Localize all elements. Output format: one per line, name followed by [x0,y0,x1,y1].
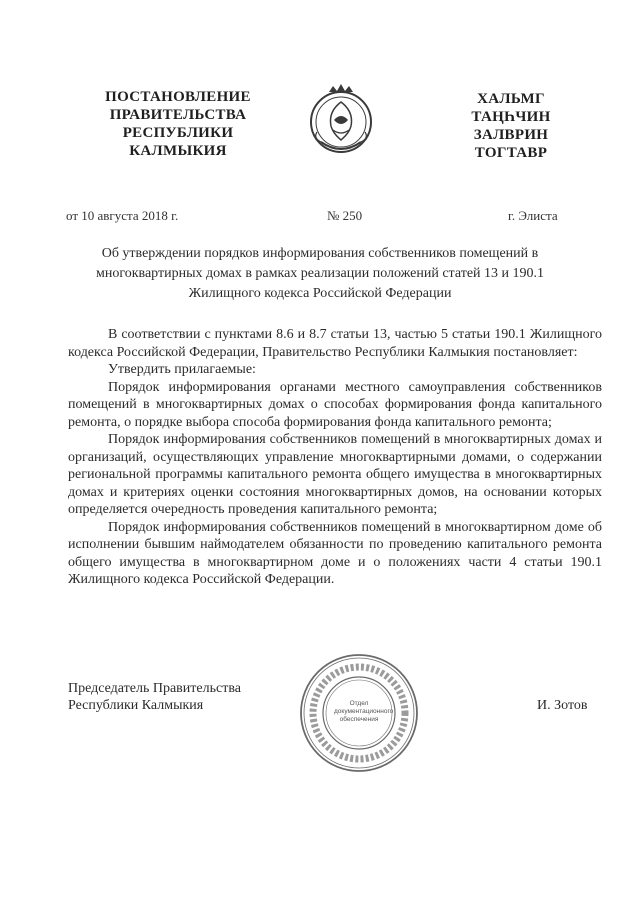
issuer-line: КАЛМЫКИЯ [129,143,227,159]
signatory-position [68,680,241,714]
body-paragraph: В соответствии с пунктами 8.6 и 8.7 статьи 13, частью 5 статьи 190.1 Жилищного кодекса Российской Федерации, Правительство Республики Калмыкия постановляет: [68,327,602,360]
document-body [68,326,602,589]
stamp-line: обеспечения [339,716,379,723]
body-paragraph: Порядок информирования органами местного самоуправления собственников помещений в многоквартирных домах о способах формирования фонда капитального ремонта, о порядке выбора способа формирования фонда капитального ремонта; [68,379,602,430]
coat-of-arms-emblem-icon [303,82,379,158]
body-paragraph: Утвердить прилагаемые: [108,362,256,377]
issuer-line: ТОГТАВР [474,145,548,161]
issuer-line: ПРАВИТЕЛЬСТВА [109,107,247,123]
signatory-name: И. Зотов [537,698,588,713]
title-line: Жилищного кодекса Российской Федерации [188,286,452,301]
document-title [80,244,560,304]
issuer-line: ПОСТАНОВЛЕНИЕ [105,89,251,105]
issuer-line: ЗАЛВРИН [473,127,549,143]
issuer-line: РЕСПУБЛИКИ [122,125,234,141]
document-city: г. Элиста [508,208,558,223]
signatory-position-line: Республики Калмыкия [68,698,204,713]
title-line: многоквартирных домах в рамках реализации положений статей 13 и 190.1 [95,266,545,281]
issuer-title-kalmyk [446,90,576,162]
title-line: Об утверждении порядков информирования собственников помещений в [101,246,539,261]
stamp-line: Отдел [349,700,369,707]
body-paragraph: Порядок информирования собственников помещений в многоквартирном доме об исполнении бывшим наймодателем обязанности по проведению капитального ремонта общего имущества в многоквартирном доме и о положениях части 4 статьи 190.1 Жилищного кодекса Российской Федерации. [68,519,602,587]
issuer-title-russian [88,88,268,160]
document-number: № 250 [327,208,363,223]
body-paragraph: Порядок информирования собственников помещений в многоквартирных домах и организаций, осуществляющих управление многоквартирными домами, о содержании региональной программы капитального ремонта общего имущества в многоквартирных домах и критериях оценки состояния многоквартирных домов, на основании которых определяется очередность проведения капитального ремонта; [68,432,602,517]
stamp-line: документационного [334,708,394,715]
stamp-center-text [334,700,394,724]
issuer-line: ХАЛЬМГ [477,91,545,107]
issuer-line: ТАҢҺЧИН [471,109,551,125]
document-date: от 10 августа 2018 г. [66,208,179,223]
signatory-position-line: Председатель Правительства [68,681,241,696]
